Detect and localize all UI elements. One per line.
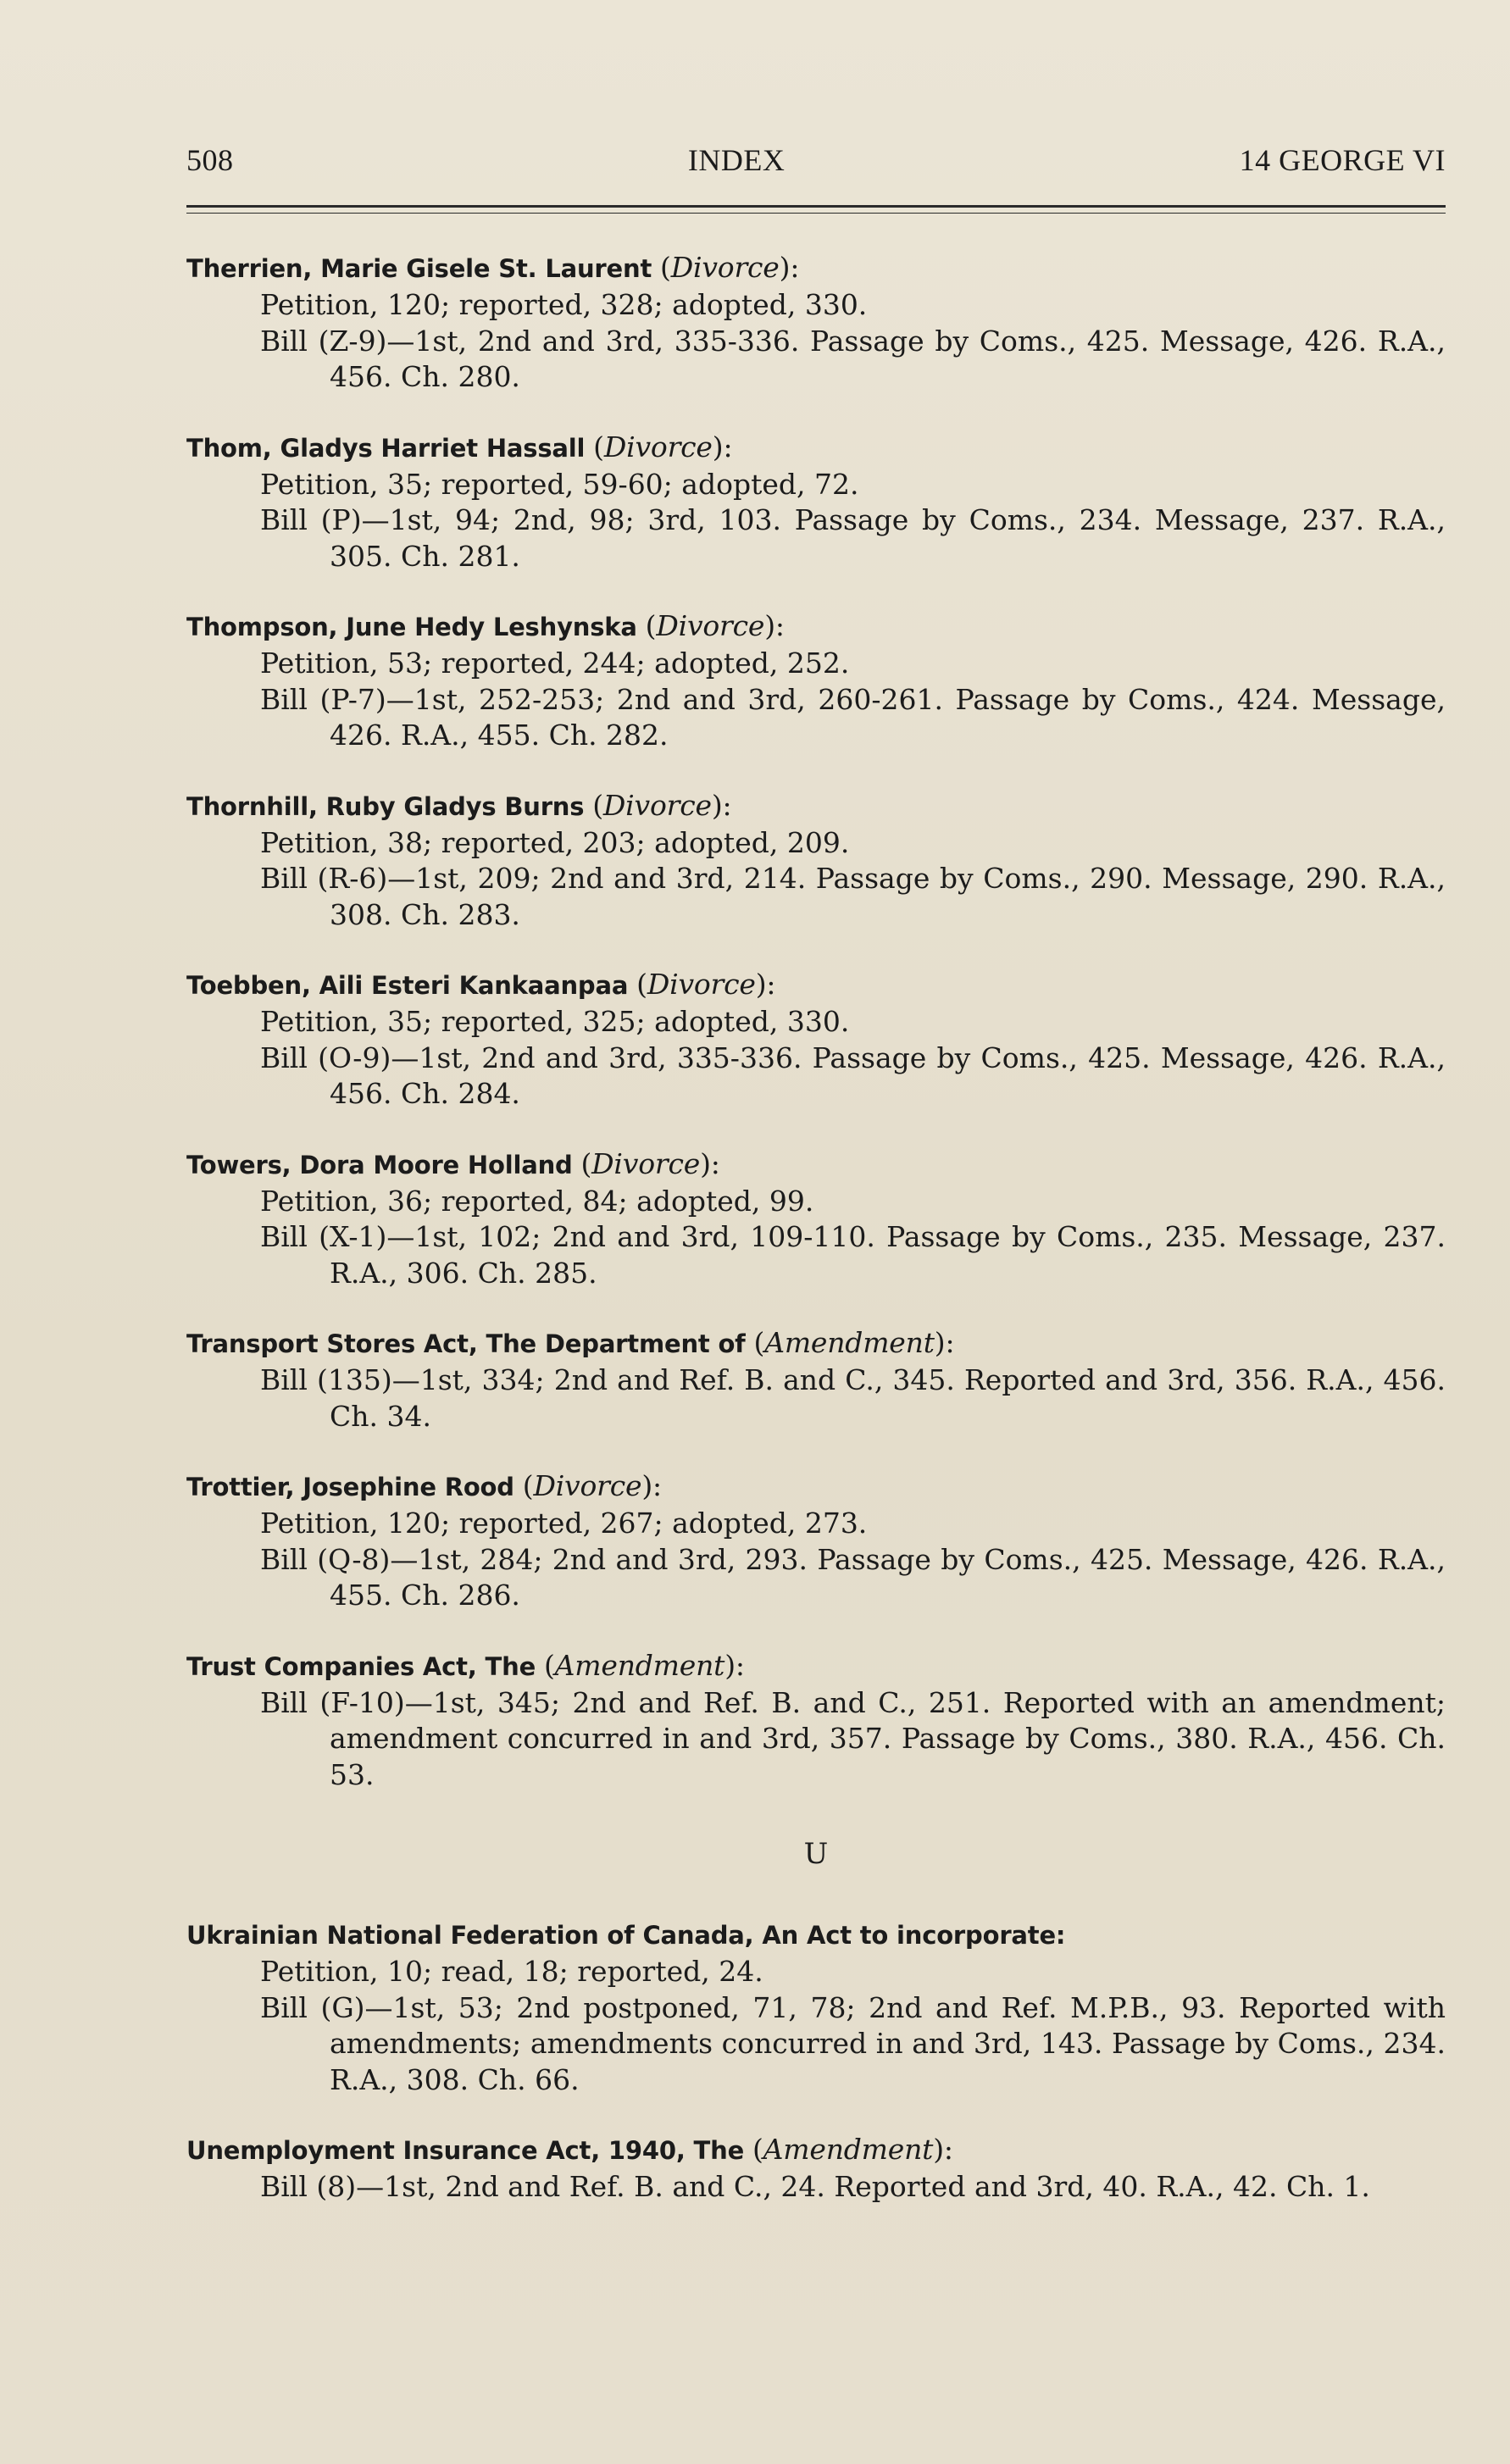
- index-entry: [186, 1146, 1446, 1292]
- entry-petition: Petition, 53; reported, 244; adopted, 252.: [260, 647, 850, 680]
- entry-petition: Petition, 10; read, 18; reported, 24.: [260, 1955, 763, 1988]
- entry-qualifier: (Divorce):: [660, 251, 800, 284]
- entry-qualifier: (Divorce):: [645, 609, 785, 642]
- entry-bill: Bill (P-7)—1st, 252-253; 2nd and 3rd, 260-261. Passage by Coms., 424. Message, 426. R.A., 455. Ch. 282.: [260, 682, 1446, 752]
- entry-heading: [186, 1917, 1446, 1954]
- entry-name: Toebben, Aili Esteri Kankaanpaa: [186, 971, 629, 1000]
- index-entries: [186, 249, 1446, 2206]
- entry-petition: Petition, 120; reported, 328; adopted, 330.: [260, 288, 868, 321]
- entry-name: Unemployment Insurance Act, 1940, The: [186, 2136, 745, 2165]
- entry-name: Trottier, Josephine Rood: [186, 1473, 514, 1501]
- entry-name: Thom, Gladys Harriet Hassall: [186, 433, 586, 463]
- index-entry: [186, 966, 1446, 1113]
- entry-name: Transport Stores Act, The Department of: [186, 1329, 746, 1358]
- running-head: [186, 142, 1446, 185]
- entry-bill: Bill (R-6)—1st, 209; 2nd and 3rd, 214. Passage by Coms., 290. Message, 290. R.A., 308. Ch. 283.: [260, 862, 1446, 931]
- entry-qualifier: (Divorce):: [522, 1469, 662, 1502]
- page-number: 508: [186, 143, 234, 177]
- entry-bill: Bill (8)—1st, 2nd and Ref. B. and C., 24. Reported and 3rd, 40. R.A., 42. Ch. 1.: [260, 2170, 1370, 2203]
- entry-qualifier: (Amendment):: [543, 1648, 745, 1682]
- entry-heading: [186, 1647, 1446, 1685]
- entry-heading: [186, 787, 1446, 825]
- section-letter-u: U: [803, 1837, 829, 1871]
- entry-petition: Petition, 120; reported, 267; adopted, 273.: [260, 1507, 868, 1540]
- entry-qualifier: (Divorce):: [580, 1146, 720, 1180]
- entry-bill: Bill (P)—1st, 94; 2nd, 98; 3rd, 103. Passage by Coms., 234. Message, 237. R.A., 305. Ch. 281.: [260, 503, 1446, 573]
- entry-name: Thompson, June Hedy Leshynska: [186, 613, 637, 641]
- header-double-rule: [186, 205, 1446, 214]
- entry-petition: Petition, 35; reported, 59-60; adopted, 72.: [260, 467, 859, 501]
- entry-heading: [186, 608, 1446, 646]
- entry-bill: Bill (F-10)—1st, 345; 2nd and Ref. B. and C., 251. Reported with an amendment; amendment concurred in and 3rd, 357. Passage by Coms., 380. R.A., 456. Ch. 53.: [260, 1685, 1446, 1791]
- entry-heading: [186, 966, 1446, 1004]
- index-entry: [186, 787, 1446, 934]
- entry-heading: [186, 1468, 1446, 1506]
- entry-name: Thornhill, Ruby Gladys Burns: [186, 791, 585, 821]
- entry-heading: [186, 249, 1446, 287]
- index-entry: [186, 1917, 1446, 2098]
- entry-qualifier: (Amendment):: [753, 1326, 955, 1359]
- entry-name: Towers, Dora Moore Holland: [186, 1150, 573, 1179]
- entry-qualifier: (Divorce):: [636, 968, 776, 1001]
- index-entry: [186, 1468, 1446, 1614]
- entry-bill: Bill (G)—1st, 53; 2nd postponed, 71, 78; 2nd and Ref. M.P.B., 93. Reported with amendments; amendments concurred in and 3rd, 143. Passage by Coms., 234. R.A., 308. Ch. 66.: [260, 1990, 1446, 2096]
- index-entry: [186, 1324, 1446, 1435]
- index-entry: [186, 2131, 1446, 2206]
- index-entry: [186, 429, 1446, 575]
- index-entry: [186, 249, 1446, 396]
- entry-bill: Bill (X-1)—1st, 102; 2nd and 3rd, 109-110. Passage by Coms., 235. Message, 237. R.A., 306. Ch. 285.: [260, 1220, 1446, 1290]
- entry-name: Ukrainian National Federation of Canada, An Act to incorporate:: [186, 1921, 1066, 1950]
- entry-heading: [186, 2131, 1446, 2169]
- entry-bill: Bill (Z-9)—1st, 2nd and 3rd, 335-336. Passage by Coms., 425. Message, 426. R.A., 456. Ch. 280.: [260, 324, 1446, 393]
- entry-qualifier: (Divorce):: [593, 430, 733, 463]
- entry-petition: Petition, 38; reported, 203; adopted, 209.: [260, 825, 850, 859]
- page-title: INDEX: [687, 143, 786, 177]
- entry-qualifier: (Divorce):: [592, 788, 732, 822]
- entry-name: Trust Companies Act, The: [186, 1651, 536, 1681]
- entry-petition: Petition, 35; reported, 325; adopted, 330.: [260, 1005, 850, 1038]
- entry-heading: [186, 1324, 1446, 1362]
- index-entry: [186, 608, 1446, 754]
- entry-bill: Bill (O-9)—1st, 2nd and 3rd, 335-336. Passage by Coms., 425. Message, 426. R.A., 456. Ch. 284.: [260, 1041, 1446, 1110]
- entry-bill: Bill (Q-8)—1st, 284; 2nd and 3rd, 293. Passage by Coms., 425. Message, 426. R.A., 455. Ch. 286.: [260, 1542, 1446, 1612]
- index-entry: [186, 1647, 1446, 1794]
- entry-heading: [186, 1146, 1446, 1184]
- entry-name: Therrien, Marie Gisele St. Laurent: [186, 254, 652, 283]
- volume-label: 14 GEORGE VI: [1239, 143, 1446, 177]
- entry-heading: [186, 429, 1446, 467]
- entry-qualifier: (Amendment):: [752, 2133, 953, 2166]
- entry-bill: Bill (135)—1st, 334; 2nd and Ref. B. and C., 345. Reported and 3rd, 356. R.A., 456. Ch. 34.: [260, 1363, 1446, 1433]
- entry-petition: Petition, 36; reported, 84; adopted, 99.: [260, 1184, 814, 1218]
